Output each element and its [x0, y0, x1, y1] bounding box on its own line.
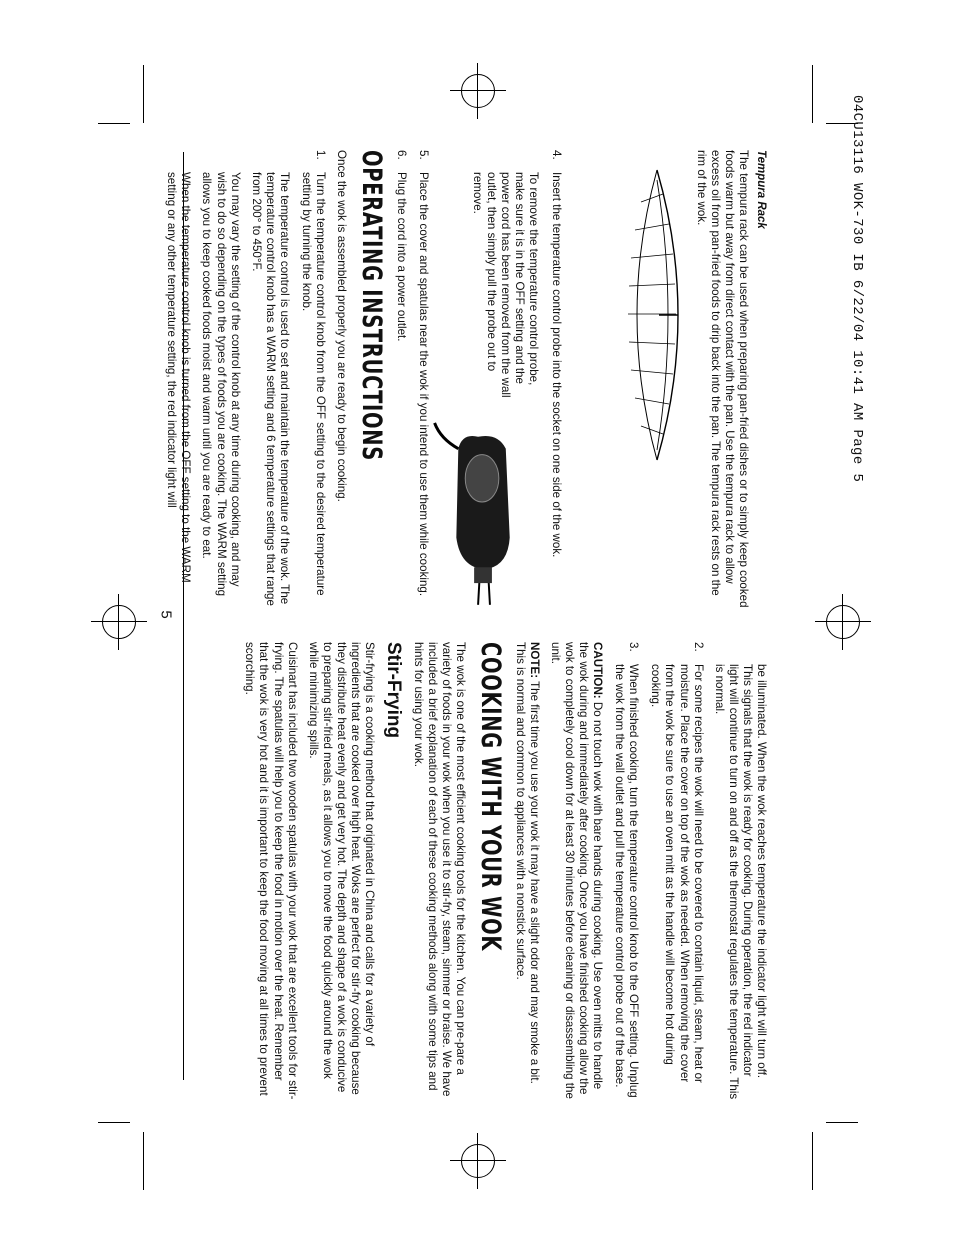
step-number: 2.	[691, 642, 705, 652]
indicator-continuation: be illuminated. When the wok reaches temperature the indicator light will turn off. This signals that the wok is ready for cooking. During operation, the red indicator light will continue to turn on and off as the thermostat regulates the temperature. This is normal.	[712, 664, 768, 1100]
step-text: When finished cooking, turn the temperature control knob to the OFF setting. Unplug the wok from the wall outlet and pull the temperature control probe out of the base.	[613, 664, 641, 1098]
crop-mark	[98, 1122, 130, 1123]
slug-text: 04CU13116 WOK-730 IB 6/22/04 10:41 AM Page 5	[849, 95, 865, 483]
operating-instructions-heading: OPERATING INSTRUCTIONS	[356, 150, 388, 461]
caution-text: Do not touch wok with bare hands during cooking. Use oven mitts to handle the wok during and immediately after cooking. Once you have finished cooking allow the wok to completely cool down for at least 30 minutes before cleaning or disassembling the unit.	[548, 642, 605, 1099]
step-text: Place the cover and spatulas near the wok if you intend to use them while cooking.	[417, 172, 431, 597]
operating-step-1	[299, 150, 327, 612]
indicator-light-paragraph: When the temperature control knob is turned from the OFF setting to the WARM setting or any other temperature setting, the red indicator light will	[165, 172, 193, 583]
note-paragraph	[513, 642, 541, 1100]
temperature-control-paragraph: The temperature control is used to set and maintain the temperature of the wok. The temperature control knob has a WARM setting and 6 temperature settings that range from 200° to 450°F.	[249, 172, 291, 606]
tempura-paragraph: The tempura rack can be used when preparing pan-fried dishes or to simply keep cooked foods warm but away from direct contact with the pan. Use the tempura rack to allow excess oil from pan-fried foods to drip back into the pan. The tempura rack rests on the rim of the wok.	[694, 150, 750, 608]
control-knob-paragraph: You may vary the setting of the control knob at any time during cooking, and may wish to do so depending on the types of foods you are cooking. The WARM setting allows you to keep cooked foods moist and warm until you are ready to eat.	[200, 172, 242, 597]
cooking-with-your-wok-heading: COOKING WITH YOUR WOK	[475, 642, 507, 952]
note-label: NOTE:	[527, 642, 541, 679]
stir-frying-heading: Stir-Frying	[383, 642, 405, 739]
step-number: 6.	[395, 150, 409, 160]
crop-mark	[812, 1132, 813, 1190]
left-column	[157, 150, 768, 612]
assembly-step-5	[416, 150, 430, 612]
crop-mark	[826, 1122, 858, 1123]
manual-page	[165, 150, 768, 1105]
caution-paragraph	[548, 642, 604, 1100]
step-text: For some recipes the wok will need to be covered to contain liquid, steam, heat or moisture. Place the cover on top of the wok as needed. When removing the cover from the wok be sure to use an oven mitt as the handle will become hot during cooking.	[649, 664, 705, 1083]
assembly-step-6	[394, 150, 408, 612]
step-number: 1.	[314, 150, 328, 160]
operating-step-3	[612, 642, 640, 1100]
step-number: 5.	[417, 150, 431, 160]
crop-mark	[143, 65, 144, 123]
probe-section	[430, 150, 540, 612]
operating-step-2	[648, 642, 704, 1100]
step-text: Insert the temperature control probe into the socket on one side of the wok.	[549, 172, 563, 558]
probe-remove-text: To remove the temperature control probe, make sure it is in the OFF setting and the power cord has been removed from the wall outlet, then simply pull the probe out to remove.	[471, 172, 541, 398]
operating-intro: Once the wok is assembled properly you are ready to begin cooking.	[335, 150, 349, 502]
registration-mark-icon	[461, 1144, 495, 1178]
stir-frying-paragraph-2: Cuisinart has included two wooden spatulas with your wok that are excellent tools for stir-frying. The spatulas will help you to keep the food in motion over the heat. Remember that the wok is very hot and it is important to keep the food moving at all times to prevent scorching.	[243, 642, 299, 1100]
step-number: 4.	[549, 150, 563, 160]
registration-mark-icon	[102, 605, 136, 639]
crop-mark	[812, 65, 813, 123]
crop-mark	[98, 123, 130, 124]
caution-label: CAUTION:	[591, 642, 605, 699]
tempura-rack-illustration	[569, 150, 687, 480]
page-number: 5	[157, 610, 175, 619]
step-number: 3.	[627, 642, 641, 652]
step-text: Plug the cord into a power outlet.	[395, 172, 409, 342]
note-text: The first time you use your wok it may have a slight odor and may smoke a bit. This is normal and common to appliances with a nonstick surface.	[513, 642, 541, 1084]
cooking-intro: The wok is one of the most efficient cooking tools for the kitchen. You can pre-pare a variety of foods in your wok when you use it to stir-fry, steam, simmer or braise. We have included a brief explanation of each of these cooking methods along with some tips and hints for using your wok.	[412, 642, 468, 1097]
registration-mark-icon	[461, 74, 495, 108]
temperature-probe-illustration	[430, 419, 540, 612]
right-column	[235, 642, 768, 1100]
crop-mark	[143, 1132, 144, 1190]
print-slug	[835, 95, 895, 1095]
stir-frying-paragraph-1: Stir-frying is a cooking method that originated in China and calls for a variety of ingredients that are cooked over high heat. Woks are perfect for stir-fry cooking because they distribute heat evenly and get very hot. The depth and shape of a wok is conducive to preparing stir-fried meals, as it allows you to move the food quickly around the wok while minimizing spills.	[306, 642, 377, 1095]
assembly-step-4	[548, 150, 562, 612]
operating-step-1-details	[164, 150, 291, 612]
tempura-heading: Tempura Rack	[755, 150, 767, 229]
tempura-rack-figure	[567, 150, 687, 612]
step-text: Turn the temperature control knob from the OFF setting to the desired temperature setting by turning the knob.	[300, 172, 328, 596]
